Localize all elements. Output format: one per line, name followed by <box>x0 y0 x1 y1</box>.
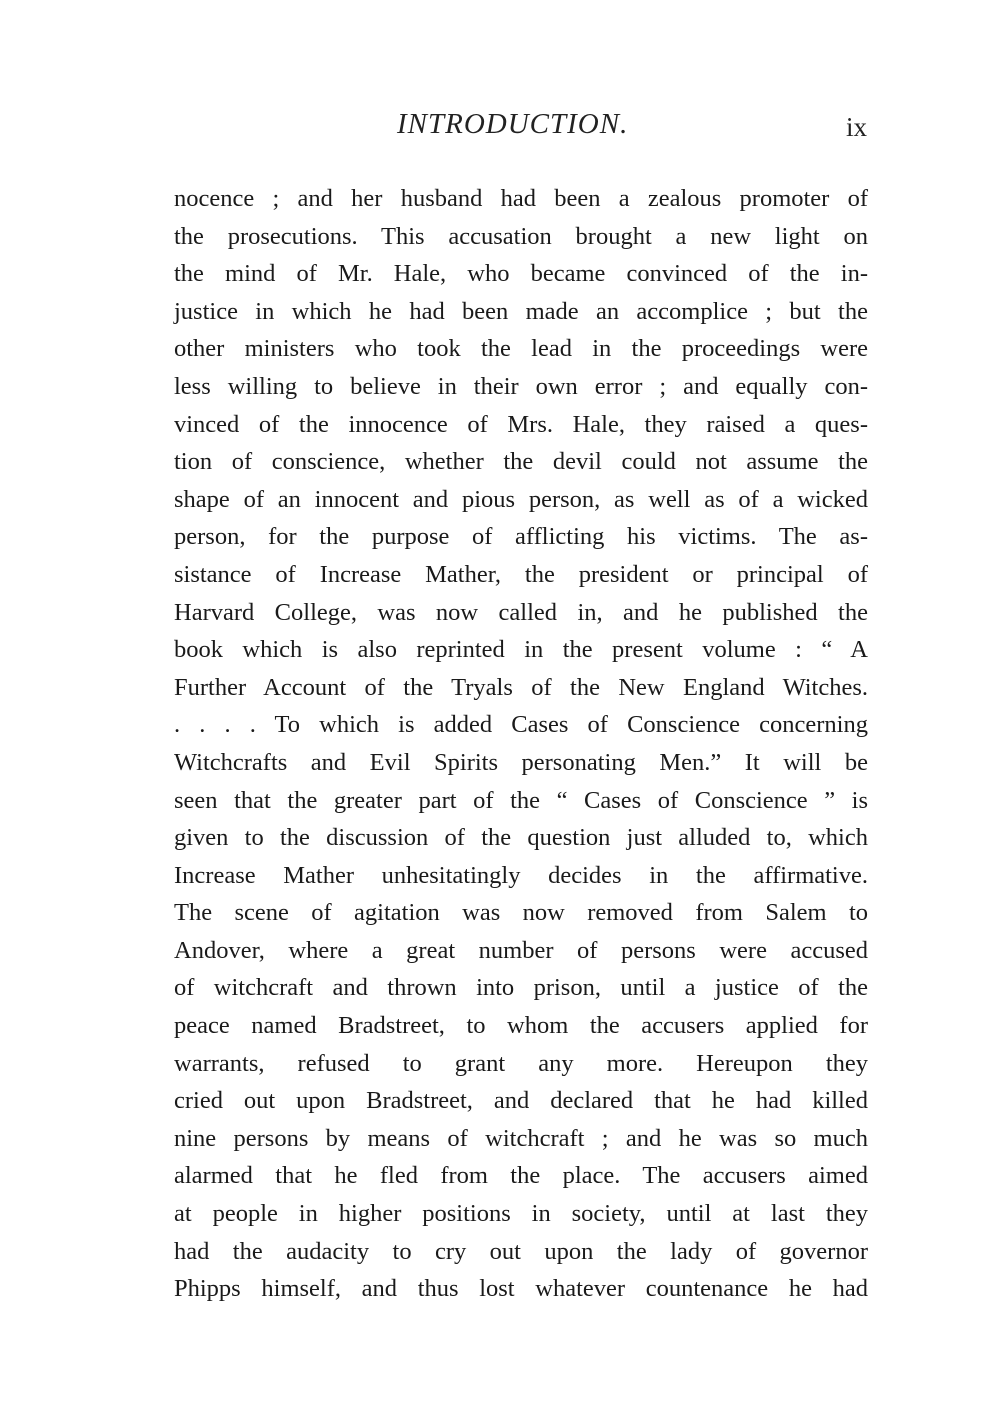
text-line: Further Account of the Tryals of the New England Witches. <box>174 673 868 701</box>
text-line: vinced of the innocence of Mrs. Hale, they raised a ques- <box>174 410 868 438</box>
text-line: sistance of Increase Mather, the president or principal of <box>174 560 868 588</box>
text-line: had the audacity to cry out upon the lady of governor <box>174 1237 868 1265</box>
text-line: cried out upon Bradstreet, and declared that he had killed <box>174 1087 868 1115</box>
text-line: seen that the greater part of the “ Cases of Conscience ” is <box>174 786 868 814</box>
text-line: tion of conscience, whether the devil could not assume the <box>174 448 868 476</box>
text-line: nine persons by means of witchcraft ; and he was so much <box>174 1124 868 1152</box>
text-line: justice in which he had been made an accomplice ; but the <box>174 297 868 325</box>
text-line: shape of an innocent and pious person, as well as of a wicked <box>174 485 868 513</box>
body-paragraph <box>174 184 868 1312</box>
text-line: of witchcraft and thrown into prison, until a justice of the <box>174 974 868 1002</box>
page-number: ix <box>846 112 868 142</box>
text-line: the mind of Mr. Hale, who became convinced of the in- <box>174 260 868 288</box>
text-line: book which is also reprinted in the present volume : “ A <box>174 636 868 664</box>
text-line: Phipps himself, and thus lost whatever countenance he had <box>174 1275 868 1303</box>
text-line: . . . . To which is added Cases of Conscience concerning <box>174 711 868 739</box>
text-line: nocence ; and her husband had been a zealous promoter of <box>174 185 868 212</box>
text-line: person, for the purpose of afflicting his victims. The as- <box>174 523 868 551</box>
text-line: the prosecutions. This accusation brought a new light on <box>174 222 868 250</box>
text-line: Harvard College, was now called in, and he published the <box>174 598 868 626</box>
text-line: alarmed that he fled from the place. The accusers aimed <box>174 1162 868 1190</box>
text-line: peace named Bradstreet, to whom the accusers applied for <box>174 1012 868 1040</box>
text-line: less willing to believe in their own error ; and equally con- <box>174 372 868 400</box>
text-line: Andover, where a great number of persons were accused <box>174 936 868 964</box>
text-line: warrants, refused to grant any more. Hereupon they <box>174 1049 868 1077</box>
text-line: at people in higher positions in society, until at last they <box>174 1200 868 1228</box>
text-line: Witchcrafts and Evil Spirits personating Men.” It will be <box>174 748 868 776</box>
text-line: Increase Mather unhesitatingly decides in the affirmative. <box>174 861 868 889</box>
running-title: INTRODUCTION. <box>397 108 629 140</box>
text-line: The scene of agitation was now removed from Salem to <box>174 899 868 927</box>
text-line: other ministers who took the lead in the proceedings were <box>174 335 868 363</box>
text-line: given to the discussion of the question just alluded to, which <box>174 824 868 852</box>
